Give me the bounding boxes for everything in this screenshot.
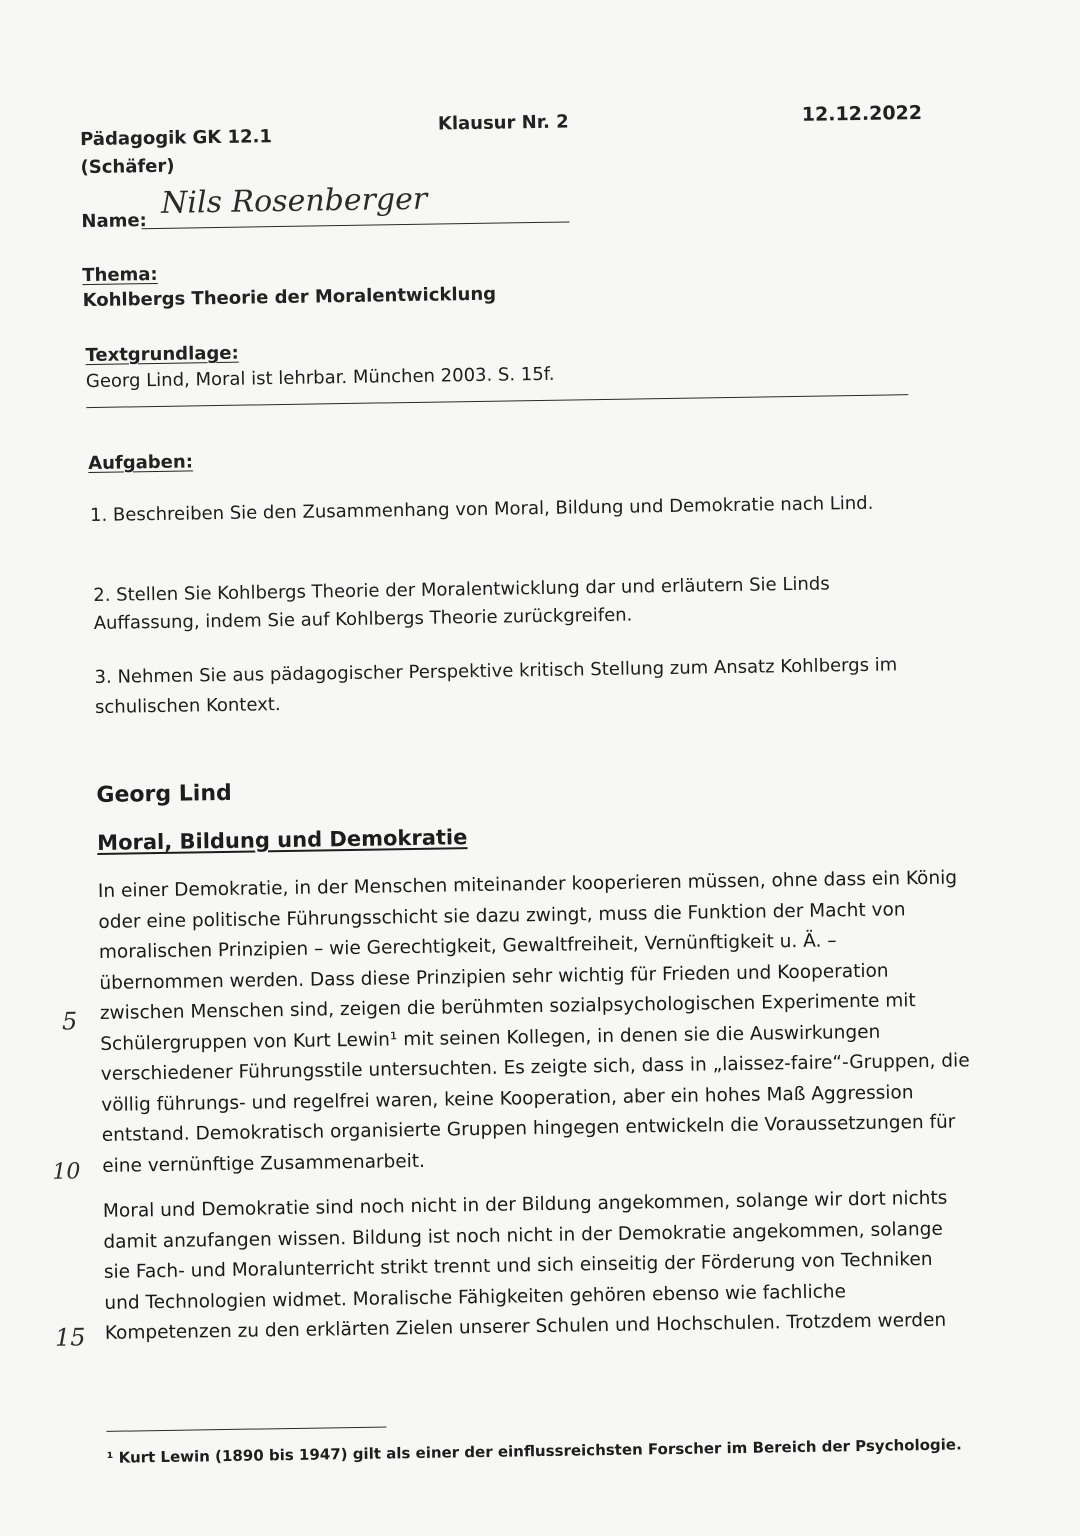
task-3-line-1: 3. Nehmen Sie aus pädagogischer Perspektive kritisch Stellung zum Ansatz Kohlbergs im — [94, 654, 898, 688]
handwritten-student-name: Nils Rosenberger — [160, 181, 428, 221]
source-label: Textgrundlage: — [85, 342, 239, 367]
text-line: übernommen werden. Dass diese Prinzipien sehr wichtig für Frieden und Kooperation — [99, 960, 889, 994]
footnote-divider — [106, 1426, 386, 1432]
text-line: damit anzufangen wissen. Bildung ist noch nicht in der Demokratie angekommen, solange — [103, 1218, 943, 1253]
task-3-line-2: schulischen Kontext. — [94, 694, 281, 718]
source-value: Georg Lind, Moral ist lehrbar. München 2003. S. 15f. — [85, 363, 555, 393]
text-paragraph-2 — [103, 1184, 950, 1350]
text-line: zwischen Menschen sind, zeigen die berühmten sozialpsychologischen Experimente mit — [99, 990, 916, 1024]
teacher-label: (Schäfer) — [80, 155, 175, 179]
exam-number: Klausur Nr. 2 — [437, 111, 569, 135]
text-line: verschiedener Führungsstile untersuchten. Es zeigte sich, dass in „laissez-faire“-Gruppen, die — [100, 1050, 970, 1085]
text-line: Schülergruppen von Kurt Lewin¹ mit seinen Kollegen, in denen sie die Auswirkungen — [100, 1021, 881, 1055]
name-label: Name: — [81, 210, 147, 233]
text-line: moralischen Prinzipien – wie Gerechtigkeit, Gewaltfreiheit, Vernünftigkeit u. Ä. – — [98, 930, 837, 963]
line-number-15: 15 — [54, 1323, 86, 1352]
text-line: entstand. Demokratisch organisierte Gruppen hingegen entwickeln die Voraussetzungen für — [101, 1111, 956, 1146]
text-title: Moral, Bildung und Demokratie — [96, 825, 468, 855]
task-2-line-2: Auffassung, indem Sie auf Kohlbergs Theorie zurückgreifen. — [93, 604, 633, 634]
text-line: völlig führungs- und regelfrei waren, keine Kooperation, aber ein hohes Maß Aggression — [101, 1081, 914, 1116]
text-line: In einer Demokratie, in der Menschen miteinander kooperieren müssen, ohne dass ein König — [97, 867, 958, 902]
source-divider — [86, 394, 908, 408]
course-label: Pädagogik GK 12.1 — [79, 126, 273, 151]
footnote: ¹ Kurt Lewin (1890 bis 1947) gilt als einer der einflussreichsten Forscher im Bereich der Psychologie. — [106, 1435, 962, 1467]
line-number-10: 10 — [52, 1159, 81, 1185]
name-underline — [142, 221, 570, 229]
text-line: Kompetenzen zu den erklärten Zielen unserer Schulen und Hochschulen. Trotzdem werden — [104, 1309, 947, 1344]
text-line: sie Fach- und Moralunterricht strikt trennt und sich einseitig der Förderung von Techniken — [103, 1248, 933, 1283]
topic-value: Kohlbergs Theorie der Moralentwicklung — [82, 283, 497, 312]
line-number-5: 5 — [61, 1007, 78, 1036]
task-2-line-1: 2. Stellen Sie Kohlbergs Theorie der Moralentwicklung dar und erläutern Sie Linds — [93, 573, 830, 606]
text-line: oder eine politische Führungsschicht sie dazu zwingt, muss die Funktion der Macht von — [98, 898, 906, 933]
topic-label: Thema: — [82, 263, 158, 287]
text-line: Moral und Demokratie sind noch nicht in der Bildung angekommen, solange wir dort nichts — [102, 1187, 948, 1222]
task-1: 1. Beschreiben Sie den Zusammenhang von Moral, Bildung und Demokratie nach Lind. — [89, 492, 874, 527]
tasks-label: Aufgaben: — [88, 451, 194, 475]
exam-date: 12.12.2022 — [801, 101, 923, 126]
text-line: und Technologien widmet. Moralische Fähigkeiten gehören ebenso wie fachliche — [104, 1280, 847, 1314]
text-paragraph-1 — [98, 863, 972, 1182]
text-line: eine vernünftige Zusammenarbeit. — [102, 1150, 426, 1177]
text-author: Georg Lind — [96, 780, 232, 808]
